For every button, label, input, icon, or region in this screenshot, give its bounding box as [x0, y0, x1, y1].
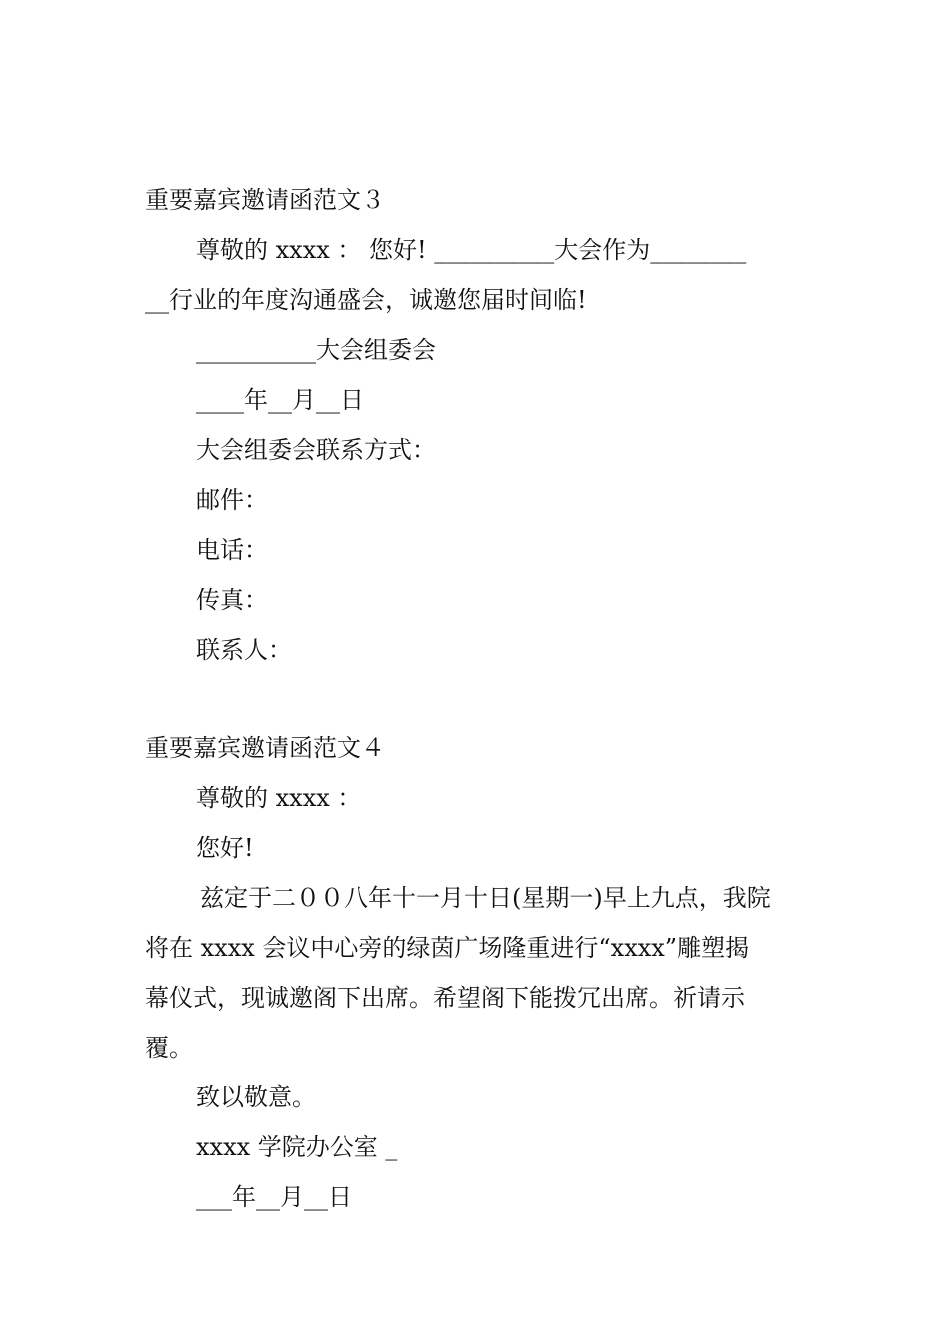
- section-4-body-line-1: 兹定于二００八年十一月十日(星期一)早上九点，我院: [200, 884, 771, 912]
- section-4-date: ___年__月__日: [196, 1183, 352, 1211]
- section-4-closing: 致以敬意。: [196, 1083, 316, 1111]
- section-3-contact-heading: 大会组委会联系方式：: [196, 436, 436, 464]
- section-4-greeting: 您好!: [196, 834, 254, 862]
- section-3-title: 重要嘉宾邀请函范文３: [145, 186, 385, 214]
- section-4-signature: xxxx 学院办公室 _: [196, 1133, 398, 1161]
- section-3-fax-label: 传真：: [196, 586, 268, 614]
- section-4-title: 重要嘉宾邀请函范文４: [145, 734, 385, 762]
- section-4-salutation: 尊敬的 xxxx ：: [196, 784, 362, 812]
- section-3-date: ____年__月__日: [196, 386, 364, 414]
- section-3-greeting-line: 尊敬的 xxxx ： 您好! __________大会作为________: [196, 236, 747, 264]
- section-4-body-line-2: 将在 xxxx 会议中心旁的绿茵广场隆重进行“xxxx”雕塑揭: [145, 934, 750, 962]
- section-3-phone-label: 电话：: [196, 536, 268, 564]
- section-4-body-line-4: 覆。: [145, 1034, 193, 1062]
- section-3-signature: __________大会组委会: [196, 336, 436, 364]
- section-3-contact-person-label: 联系人：: [196, 636, 292, 664]
- section-3-email-label: 邮件：: [196, 486, 268, 514]
- section-4-body-line-3: 幕仪式，现诚邀阁下出席。希望阁下能拨冗出席。祈请示: [145, 984, 745, 1012]
- section-3-greeting-continued: __行业的年度沟通盛会，诚邀您届时间临!: [145, 286, 587, 314]
